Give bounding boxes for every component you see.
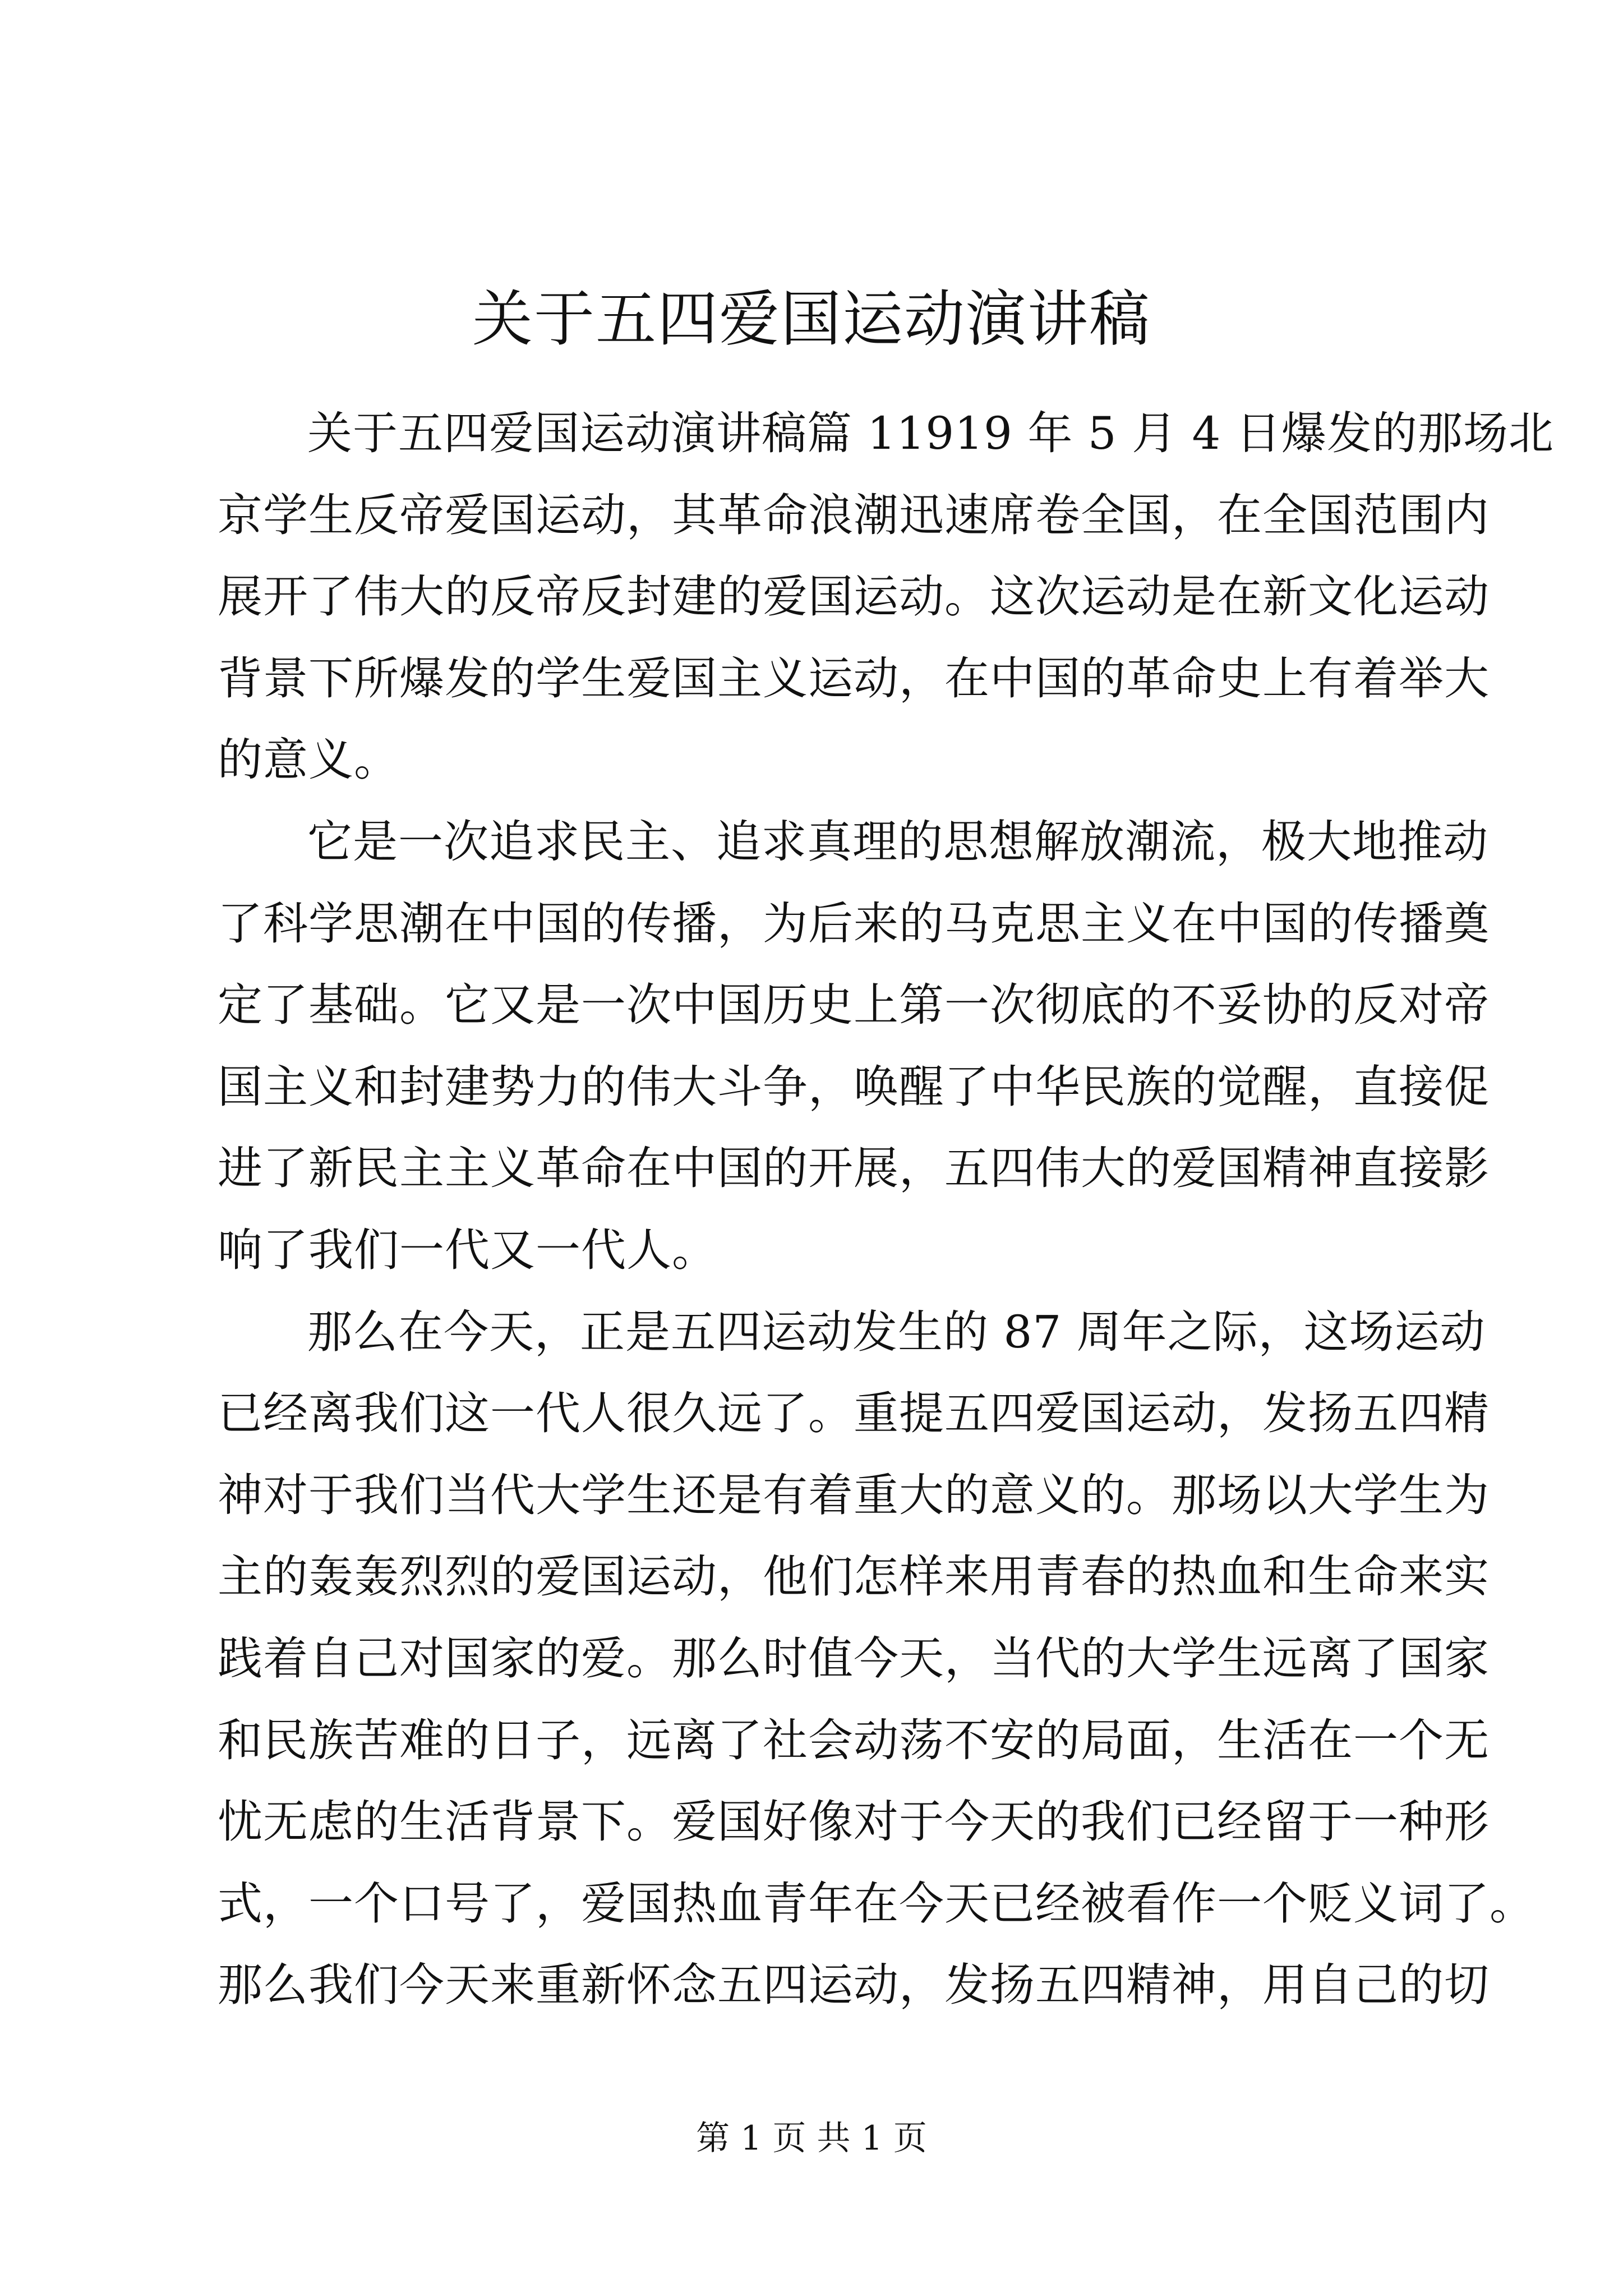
text-line: 那么在今天，正是五四运动发生的 87 周年之际，这场运动 <box>307 1305 1486 1358</box>
document-title: 关于五四爱国运动演讲稿 <box>472 284 1151 355</box>
text-line: 忧无虑的生活背景下。爱国好像对于今天的我们已经留于一种形 <box>218 1796 1490 1848</box>
text-line: 已经离我们这一代人很久远了。重提五四爱国运动，发扬五四精 <box>218 1387 1490 1440</box>
text-line: 关于五四爱国运动演讲稿篇 11919 年 5 月 4 日爆发的那场北 <box>307 407 1554 459</box>
text-line: 定了基础。它又是一次中国历史上第一次彻底的不妥协的反对帝 <box>218 979 1490 1032</box>
text-line: 进了新民主主义革命在中国的开展，五四伟大的爱国精神直接影 <box>218 1142 1490 1195</box>
text-line: 响了我们一代又一代人。 <box>218 1223 717 1276</box>
text-line: 京学生反帝爱国运动，其革命浪潮迅速席卷全国，在全国范围内 <box>218 489 1490 541</box>
document-body <box>218 393 1554 2026</box>
text-line: 了科学思潮在中国的传播，为后来的马克思主义在中国的传播奠 <box>218 897 1490 950</box>
text-line: 那么我们今天来重新怀念五四运动，发扬五四精神，用自己的切 <box>218 1959 1490 2012</box>
text-line: 和民族苦难的日子，远离了社会动荡不安的局面，生活在一个无 <box>218 1714 1490 1766</box>
text-line: 神对于我们当代大学生还是有着重大的意义的。那场以大学生为 <box>218 1469 1490 1521</box>
text-line: 展开了伟大的反帝反封建的爱国运动。这次运动是在新文化运动 <box>218 570 1490 623</box>
text-line: 式，一个口号了，爱国热血青年在今天已经被看作一个贬义词了。 <box>218 1877 1535 1930</box>
text-line: 国主义和封建势力的伟大斗争，唤醒了中华民族的觉醒，直接促 <box>218 1060 1490 1113</box>
text-line: 背景下所爆发的学生爱国主义运动，在中国的革命史上有着举大 <box>218 652 1490 705</box>
text-line: 践着自己对国家的爱。那么时值今天，当代的大学生远离了国家 <box>218 1632 1490 1685</box>
text-line: 主的轰轰烈烈的爱国运动，他们怎样来用青春的热血和生命来实 <box>218 1550 1490 1603</box>
text-line: 它是一次追求民主、追求真理的思想解放潮流，极大地推动 <box>307 815 1488 868</box>
text-line: 的意义。 <box>218 734 399 786</box>
page-footer: 第 1 页 共 1 页 <box>696 2119 927 2158</box>
